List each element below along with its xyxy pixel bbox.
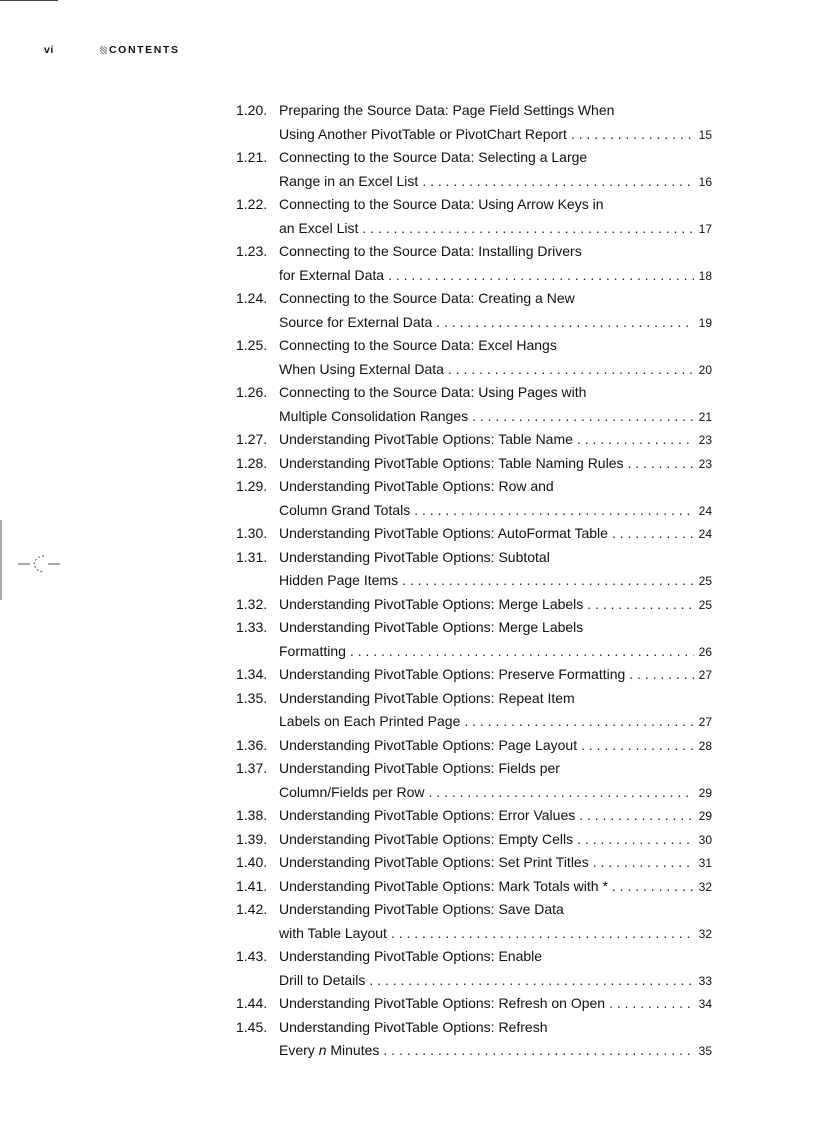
toc-entry-line bbox=[236, 781, 712, 805]
toc-entry-title: Connecting to the Source Data: Using Arrow Keys in bbox=[279, 196, 604, 212]
toc-entry-line bbox=[236, 240, 712, 264]
toc-entry-number: 1.41. bbox=[236, 877, 268, 894]
toc-entry-title: Understanding PivotTable Options: Error Values bbox=[279, 807, 576, 823]
toc-entry-number: 1.45. bbox=[236, 1018, 268, 1035]
toc-entry-line bbox=[236, 710, 712, 734]
toc-entry-page: 29 bbox=[698, 809, 712, 823]
toc-entry-title-continued: Source for External Data bbox=[279, 313, 433, 330]
toc-entry-line bbox=[236, 334, 712, 358]
toc-entry-line bbox=[236, 663, 712, 687]
toc-entry-number: 1.30. bbox=[236, 525, 268, 541]
toc-entry-page: 16 bbox=[698, 174, 712, 189]
dot-leader bbox=[628, 452, 695, 476]
toc-entry-page: 18 bbox=[698, 268, 712, 283]
toc-entry-title: Connecting to the Source Data: Installing Drivers bbox=[279, 243, 582, 259]
toc-entry-line bbox=[236, 804, 712, 828]
section-name-text: CONTENTS bbox=[109, 44, 180, 56]
toc-entry-line bbox=[236, 99, 712, 123]
dot-leader bbox=[369, 969, 694, 993]
toc-entry-line bbox=[236, 146, 712, 170]
toc-entry-page: 32 bbox=[698, 926, 712, 941]
toc-entry-line bbox=[236, 428, 712, 452]
toc-entry-title: Understanding PivotTable Options: Repeat Item bbox=[279, 689, 575, 706]
toc-entry-page: 15 bbox=[698, 127, 712, 142]
top-rule bbox=[0, 0, 58, 1]
toc-entry-title: Understanding PivotTable Options: Refresh bbox=[279, 1018, 548, 1035]
toc-entry-title-continued: an Excel List bbox=[279, 219, 359, 236]
toc-entry-line bbox=[236, 1016, 712, 1040]
toc-entry-title-continued: Formatting bbox=[279, 642, 346, 659]
toc-entry-page: 25 bbox=[698, 574, 712, 588]
toc-entry-page: 34 bbox=[698, 997, 712, 1011]
toc-entry-title: Understanding PivotTable Options: AutoFormat Table bbox=[279, 525, 608, 541]
toc-entry-title-part: Every bbox=[279, 1042, 319, 1058]
dot-leader bbox=[362, 217, 694, 241]
dot-leader bbox=[436, 311, 694, 335]
section-name bbox=[100, 44, 180, 56]
toc-entry-line bbox=[236, 616, 712, 640]
dot-leader bbox=[429, 781, 695, 805]
toc-entry-number: 1.33. bbox=[236, 619, 268, 635]
toc-entry-title-continued: Using Another PivotTable or PivotChart Report bbox=[279, 125, 567, 142]
toc-entry-page: 32 bbox=[698, 879, 712, 894]
toc-entry-title: Understanding PivotTable Options: Table Naming Rules bbox=[279, 454, 624, 471]
dot-leader bbox=[612, 875, 694, 899]
toc-entry-line bbox=[236, 193, 712, 217]
crop-mark-icon bbox=[0, 520, 70, 600]
toc-entry-number: 1.25. bbox=[236, 337, 268, 353]
toc-entry-title-continued: Column/Fields per Row bbox=[279, 783, 425, 800]
toc-entry-title-italic: n bbox=[318, 1042, 327, 1058]
toc-entry-line bbox=[236, 217, 712, 241]
toc-entry-number: 1.20. bbox=[236, 102, 268, 118]
toc-entry-line bbox=[236, 546, 712, 570]
toc-entry-title: Understanding PivotTable Options: Merge Labels bbox=[279, 619, 584, 635]
toc-entry-title-part: Minutes bbox=[326, 1042, 380, 1058]
toc-entry-title: Understanding PivotTable Options: Page Layout bbox=[279, 736, 578, 753]
toc-entry-line bbox=[236, 593, 712, 617]
dot-leader bbox=[448, 358, 694, 382]
toc-entry-title: Understanding PivotTable Options: Row and bbox=[279, 478, 554, 494]
toc-entry-line bbox=[236, 945, 712, 969]
page-number: vi bbox=[44, 44, 54, 56]
toc-entry-title-continued: Hidden Page Items bbox=[279, 572, 399, 588]
toc-entry-title: Understanding PivotTable Options: Table Name bbox=[279, 431, 573, 447]
toc-entry-line bbox=[236, 264, 712, 288]
toc-entry-title-continued: When Using External Data bbox=[279, 360, 444, 377]
toc-entry-title-continued: Range in an Excel List bbox=[279, 172, 419, 189]
toc-entry-page: 35 bbox=[698, 1044, 712, 1058]
toc-entry-page: 31 bbox=[698, 856, 712, 870]
toc-entry-number: 1.31. bbox=[236, 548, 268, 565]
toc-entry-title: Understanding PivotTable Options: Save Data bbox=[279, 901, 564, 917]
toc-entry-number: 1.24. bbox=[236, 290, 268, 306]
toc-entry-line bbox=[236, 851, 712, 875]
toc-entry-line bbox=[236, 569, 712, 593]
toc-entry-title: Understanding PivotTable Options: Empty Cells bbox=[279, 830, 574, 847]
toc-entry-number: 1.42. bbox=[236, 901, 268, 917]
toc-entry-page: 17 bbox=[698, 221, 712, 236]
toc-entry-title: Connecting to the Source Data: Using Pages with bbox=[279, 384, 587, 400]
toc-entry-title: Connecting to the Source Data: Excel Hangs bbox=[279, 337, 557, 353]
toc-entry-line bbox=[236, 875, 712, 899]
dot-leader bbox=[577, 828, 694, 852]
toc-entry-page: 29 bbox=[698, 785, 712, 800]
toc-entry-page: 27 bbox=[698, 715, 712, 729]
toc-entry-title-continued: Drill to Details bbox=[279, 971, 366, 988]
toc-entry-title: Understanding PivotTable Options: Enable bbox=[279, 948, 543, 964]
toc-entry-line bbox=[236, 734, 712, 758]
square-mark-icon bbox=[100, 46, 107, 54]
table-of-contents bbox=[236, 99, 712, 1063]
toc-entry-title: Understanding PivotTable Options: Preserve Formatting bbox=[279, 666, 626, 682]
toc-entry-page: 24 bbox=[698, 503, 712, 518]
toc-entry-title-continued bbox=[279, 1039, 379, 1063]
toc-entry-page: 28 bbox=[698, 738, 712, 753]
toc-entry-number: 1.22. bbox=[236, 196, 268, 212]
toc-entry-title: Understanding PivotTable Options: Subtotal bbox=[279, 548, 550, 565]
toc-entry-page: 25 bbox=[698, 597, 712, 612]
toc-entry-title: Understanding PivotTable Options: Set Print Titles bbox=[279, 854, 589, 870]
toc-entry-line bbox=[236, 475, 712, 499]
dot-leader bbox=[402, 569, 694, 593]
dot-leader bbox=[629, 663, 694, 687]
toc-entry-line bbox=[236, 311, 712, 335]
toc-entry-number: 1.29. bbox=[236, 478, 268, 494]
toc-entry-number: 1.34. bbox=[236, 666, 268, 682]
toc-entry-line bbox=[236, 452, 712, 476]
toc-entry-title: Understanding PivotTable Options: Mark Totals with * bbox=[279, 877, 608, 894]
toc-entry-number: 1.36. bbox=[236, 736, 268, 753]
toc-entry-number: 1.40. bbox=[236, 854, 268, 870]
toc-entry-line bbox=[236, 522, 712, 546]
toc-entry-line bbox=[236, 757, 712, 781]
toc-entry-line bbox=[236, 922, 712, 946]
toc-entry-line bbox=[236, 992, 712, 1016]
toc-entry-line bbox=[236, 123, 712, 147]
toc-entry-title-continued: Column Grand Totals bbox=[279, 501, 411, 518]
toc-entry-title-continued: Multiple Consolidation Ranges bbox=[279, 407, 469, 424]
toc-entry-line bbox=[236, 969, 712, 993]
dot-leader bbox=[383, 1039, 694, 1063]
dot-leader bbox=[579, 804, 694, 828]
toc-entry-page: 33 bbox=[698, 973, 712, 988]
toc-entry-title: Understanding PivotTable Options: Refresh on Open bbox=[279, 995, 606, 1011]
toc-entry-number: 1.26. bbox=[236, 384, 268, 400]
toc-entry-line bbox=[236, 405, 712, 429]
dot-leader bbox=[609, 992, 694, 1016]
toc-entry-line bbox=[236, 287, 712, 311]
toc-entry-line bbox=[236, 898, 712, 922]
toc-entry-line bbox=[236, 381, 712, 405]
dot-leader bbox=[388, 264, 694, 288]
toc-entry-number: 1.27. bbox=[236, 431, 268, 447]
toc-entry-line bbox=[236, 499, 712, 523]
toc-entry-page: 27 bbox=[698, 668, 712, 682]
toc-entry-line bbox=[236, 687, 712, 711]
toc-entry-line bbox=[236, 640, 712, 664]
toc-entry-number: 1.23. bbox=[236, 243, 268, 259]
toc-entry-title: Understanding PivotTable Options: Fields per bbox=[279, 760, 560, 776]
toc-entry-number: 1.44. bbox=[236, 995, 268, 1011]
toc-entry-title: Connecting to the Source Data: Creating a New bbox=[279, 290, 575, 306]
toc-entry-number: 1.38. bbox=[236, 807, 268, 823]
dot-leader bbox=[472, 405, 694, 429]
toc-entry-line bbox=[236, 358, 712, 382]
dot-leader bbox=[612, 522, 694, 546]
toc-entry-title: Connecting to the Source Data: Selecting a Large bbox=[279, 149, 588, 165]
toc-entry-page: 26 bbox=[698, 644, 712, 659]
toc-entry-line bbox=[236, 1039, 712, 1063]
toc-entry-number: 1.32. bbox=[236, 595, 268, 612]
toc-entry-number: 1.35. bbox=[236, 689, 268, 706]
toc-entry-page: 23 bbox=[698, 433, 712, 447]
toc-entry-title: Preparing the Source Data: Page Field Settings When bbox=[279, 102, 615, 118]
toc-entry-number: 1.28. bbox=[236, 454, 268, 471]
toc-entry-title: Understanding PivotTable Options: Merge Labels bbox=[279, 595, 584, 612]
toc-entry-title-continued: for External Data bbox=[279, 266, 385, 283]
toc-entry-title-continued: Labels on Each Printed Page bbox=[279, 713, 461, 729]
toc-entry-page: 19 bbox=[698, 315, 712, 330]
dot-leader bbox=[391, 922, 694, 946]
dot-leader bbox=[587, 593, 694, 617]
toc-entry-page: 23 bbox=[698, 456, 712, 471]
dot-leader bbox=[577, 428, 694, 452]
dot-leader bbox=[571, 123, 694, 147]
toc-entry-page: 30 bbox=[698, 832, 712, 847]
dot-leader bbox=[593, 851, 694, 875]
toc-entry-page: 24 bbox=[698, 527, 712, 541]
toc-entry-page: 21 bbox=[698, 409, 712, 424]
toc-entry-title-continued: with Table Layout bbox=[279, 924, 387, 941]
toc-entry-number: 1.39. bbox=[236, 830, 268, 847]
toc-entry-line bbox=[236, 828, 712, 852]
toc-entry-number: 1.37. bbox=[236, 760, 268, 776]
toc-entry-page: 20 bbox=[698, 362, 712, 377]
dot-leader bbox=[464, 710, 694, 734]
dot-leader bbox=[350, 640, 694, 664]
toc-entry-line bbox=[236, 170, 712, 194]
dot-leader bbox=[414, 499, 694, 523]
toc-entry-number: 1.43. bbox=[236, 948, 268, 964]
toc-entry-number: 1.21. bbox=[236, 149, 268, 165]
dot-leader bbox=[422, 170, 694, 194]
dot-leader bbox=[581, 734, 694, 758]
